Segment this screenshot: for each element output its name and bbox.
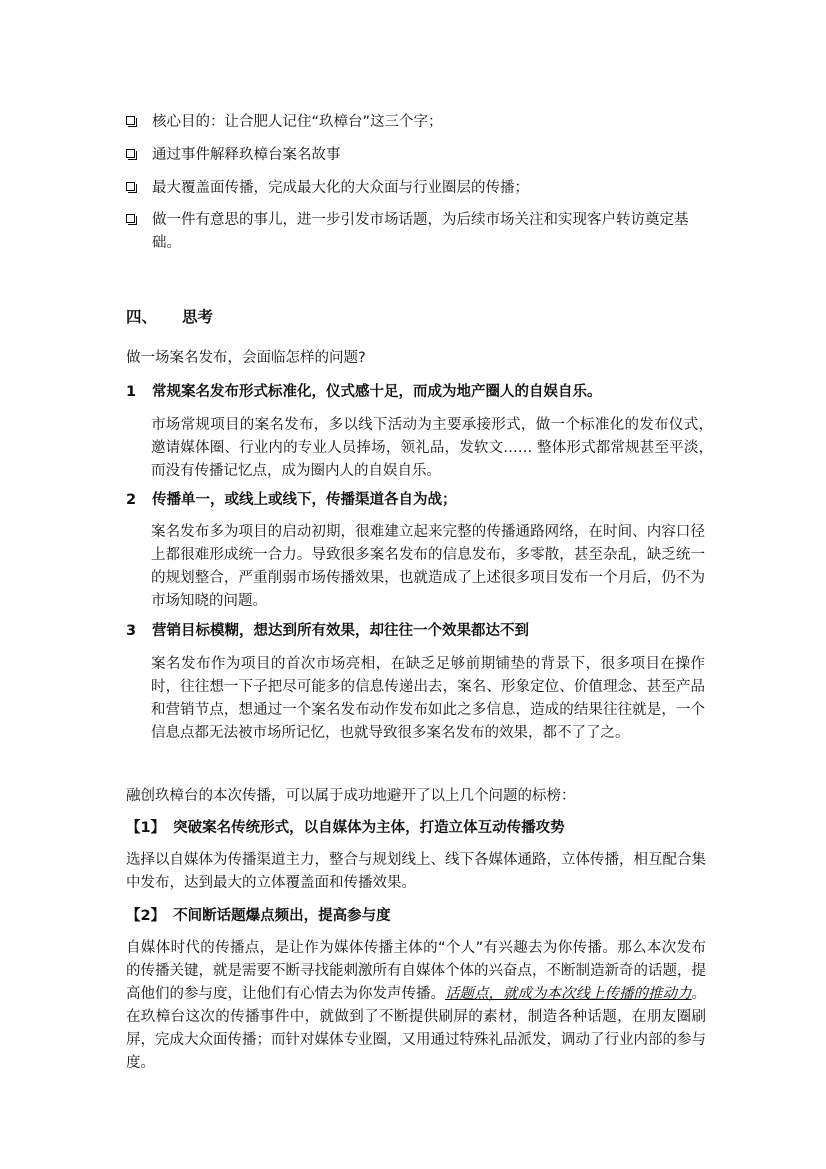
question-text: 做一场案名发布，会面临怎样的问题? [126,350,366,366]
problem-title-text: 传播单一，或线上或线下，传播渠道各自为战； [152,492,457,508]
point-title-text: 突破案名传统形式，以自媒体为主体，打造立体互动传播攻势 [173,820,565,836]
point-title [126,817,565,840]
goal-bullet [126,177,716,200]
summary-intro: 融创玖樟台的本次传播，可以属于成功地避开了以上几个问题的标榜： [126,788,576,804]
problem-number: 3 [126,623,137,639]
point-tag: 【2】 [126,908,166,924]
problem-body: 案名发布多为项目的启动初期，很难建立起来完整的传播通路网络，在时间、内容口径上都很难形成统一合力。导致很多案名发布的信息发布，多零散，甚至杂乱，缺乏统一的规划整合，严重削弱市场传播效果，也就造成了上述很多项目发布一个月后，仍不为市场知晓的问题。 [151,524,705,609]
section-number: 四、 [126,308,158,326]
problem-number: 2 [126,492,137,508]
point-tag: 【1】 [126,820,166,836]
checkbox-bullet-icon [126,182,135,191]
goal-text: 做一件有意思的事儿，进一步引发市场话题，为后续市场关注和实现客户转访奠定基础。 [152,212,689,251]
checkbox-bullet-icon [126,214,135,223]
checkbox-bullet-icon [126,149,135,158]
problem-title [126,489,457,512]
goal-text: 通过事件解释玖樟台案名故事 [152,147,341,163]
section-title: 思考 [182,308,214,326]
problem-title [126,381,602,404]
problem-number: 1 [126,384,137,400]
problem-body: 市场常规项目的案名发布，多以线下活动为主要承接形式，做一个标准化的发布仪式，邀请媒体圈、行业内的专业人员捧场，领礼品，发软文…… 整体形式都常规甚至平淡，而没有传播记忆点，成为圈内人的自娱自乐。 [151,417,713,479]
section-heading [126,306,213,329]
point-title-text: 不间断话题爆点频出，提高参与度 [173,908,391,924]
point-title [126,905,391,928]
goal-bullet [126,111,716,134]
goal-text: 核心目的：让合肥人记住“玖樟台”这三个字； [152,114,443,130]
point-body [126,937,706,1075]
problem-body: 案名发布作为项目的首次市场亮相，在缺乏足够前期铺垫的背景下，很多项目在操作时，往往想一下子把尽可能多的信息传递出去，案名、形象定位、价值理念、甚至产品和营销节点，想通过一个案名发布动作发布如此之多信息，造成的结果往往就是，一个信息点都无法被市场所记忆，也就导致很多案名发布的效果，都不了了之。 [151,656,705,741]
point-body: 选择以自媒体为传播渠道主力，整合与规划线上、线下各媒体通路，立体传播，相互配合集中发布，达到最大的立体覆盖面和传播效果。 [126,852,706,891]
goal-bullet [126,209,712,255]
point-body-text: 自媒体时代的传播点，是让作为媒体传播主体的“个人”有兴趣去为你传播。那么本次发布的传播关键，就是需要不断寻找能刺激所有自媒体个体的兴奋点，不断制造新奇的话题，提高他们的参与度，让他们有心情去为你发声传播。 [126,940,706,1002]
point-body-text: 。在玖樟台这次的传播事件中，就做到了不断提供刷屏的素材，制造各种话题，在朋友圈刷屏，完成大众面传播；而针对媒体专业圈，又用通过特殊礼品派发，调动了行业内部的参与度。 [126,986,706,1071]
problem-title-text: 常规案名发布形式标准化，仪式感十足，而成为地产圈人的自娱自乐。 [152,384,602,400]
problem-title [126,620,529,643]
problem-title-text: 营销目标模糊，想达到所有效果，却往往一个效果都达不到 [152,623,529,639]
emphasized-phrase: 话题点，就成为本次线上传播的推动力 [445,986,692,1002]
goal-bullet [126,144,716,167]
goal-text: 最大覆盖面传播，完成最大化的大众面与行业圈层的传播； [152,180,529,196]
checkbox-bullet-icon [126,116,135,125]
